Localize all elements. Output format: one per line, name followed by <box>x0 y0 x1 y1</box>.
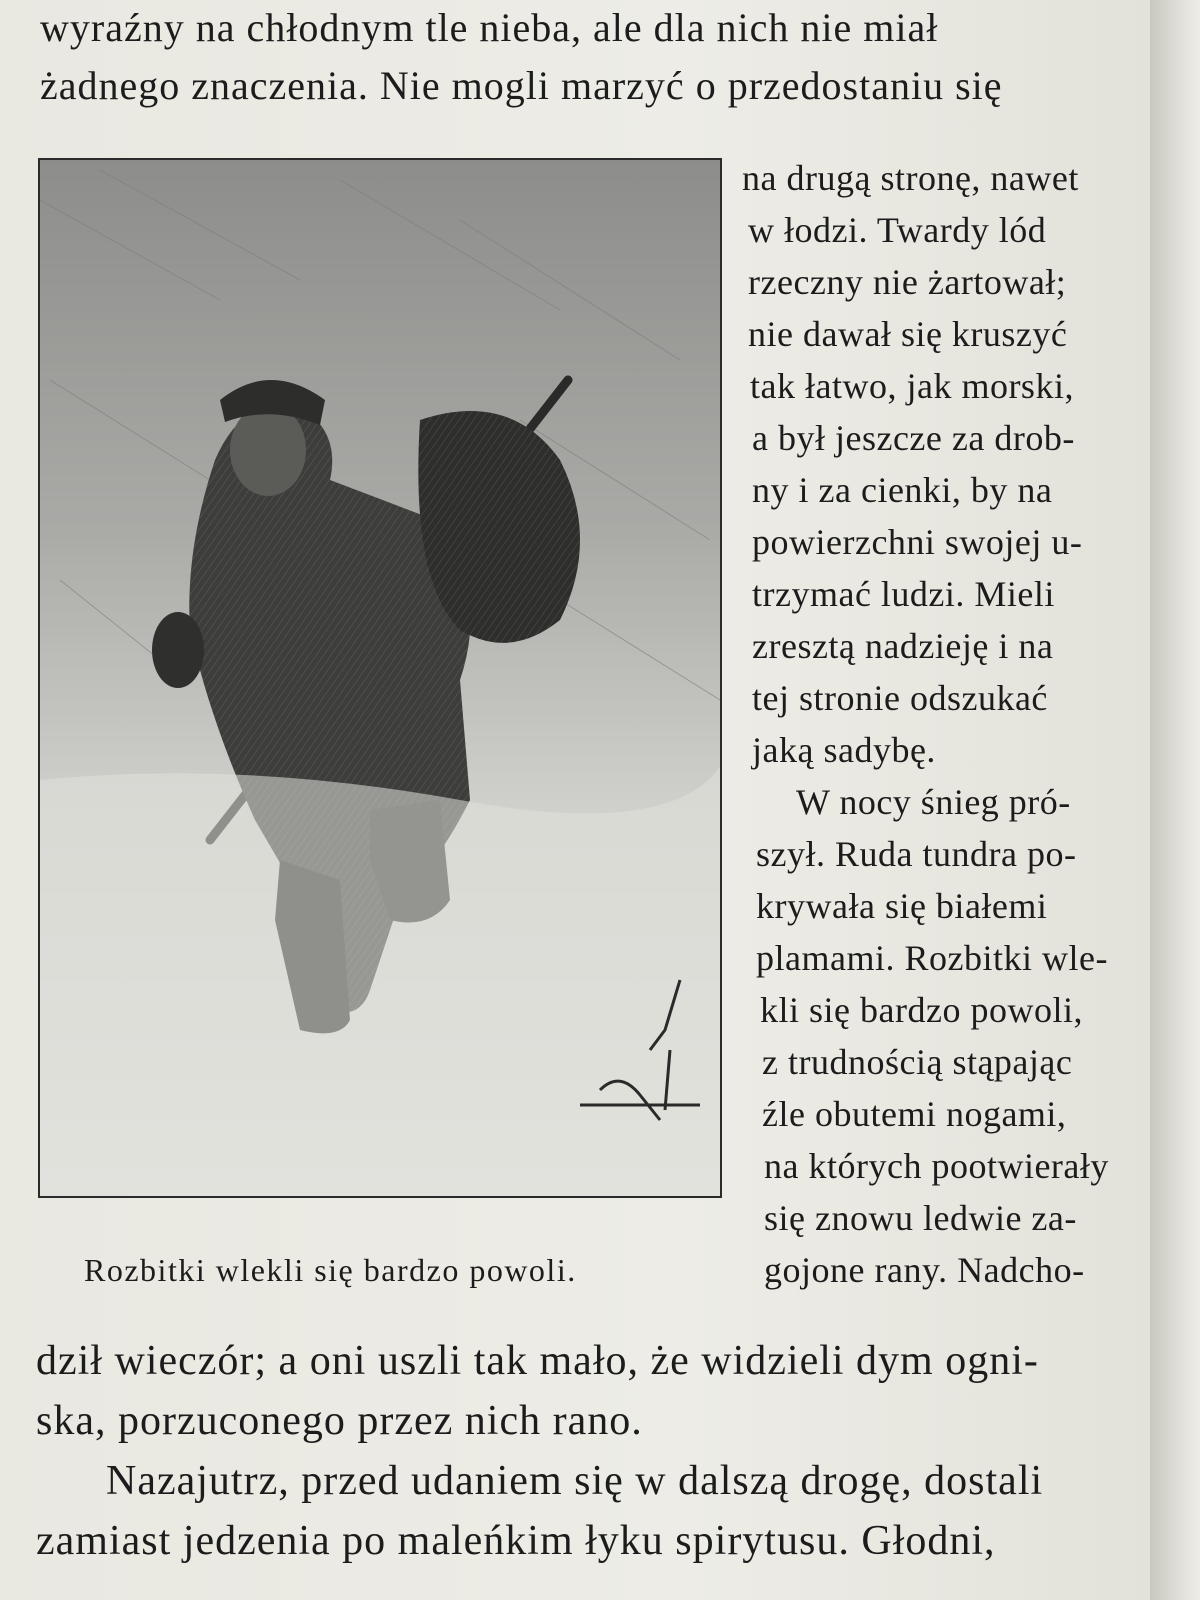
body-text-line: zresztą nadzieję i na <box>752 626 1054 666</box>
body-text-line: tak łatwo, jak morski, <box>750 366 1074 406</box>
body-text-line: nie dawał się kruszyć <box>748 314 1068 354</box>
body-text-line: ny i za cienki, by na <box>752 470 1053 510</box>
body-text-line: żadnego znaczenia. Nie mogli marzyć o przedostaniu się <box>40 63 1003 108</box>
body-text-line: kli się bardzo powoli, <box>760 990 1083 1030</box>
body-text-line: rzeczny nie żartował; <box>748 262 1067 302</box>
body-text-line: Nazajutrz, przed udaniem się w dalszą drogę, dostali <box>106 1458 1044 1504</box>
body-text-line: szył. Ruda tundra po- <box>756 834 1077 874</box>
body-text-line: z trudnością stąpając <box>762 1042 1073 1082</box>
body-text-line: tej stronie odszukać <box>752 678 1048 718</box>
body-text-line: zamiast jedzenia po maleńkim łyku spirytusu. Głodni, <box>36 1518 996 1564</box>
body-text-line: się znowu ledwie za- <box>764 1198 1077 1238</box>
body-text-line: na których pootwierały <box>764 1146 1109 1186</box>
body-text-line: jaką sadybę. <box>752 730 936 770</box>
body-text-line: wyraźny na chłodnym tle nieba, ale dla nich nie miał <box>40 5 939 50</box>
body-text-line: źle obutemi nogami, <box>762 1094 1067 1134</box>
body-text-line: dził wieczór; a oni uszli tak mało, że widzieli dym ogni- <box>36 1338 1039 1384</box>
illustration-caption: Rozbitki wlekli się bardzo powoli. <box>84 1252 577 1288</box>
body-text-line: a był jeszcze za drob- <box>752 418 1075 458</box>
body-text-line: gojone rany. Nadcho- <box>764 1250 1085 1290</box>
body-text-line: ska, porzuconego przez nich rano. <box>36 1398 643 1444</box>
body-text-line: powierzchni swojej u- <box>752 522 1083 562</box>
body-text-line: na drugą stronę, nawet <box>742 158 1079 198</box>
body-text-line: trzymać ludzi. Mieli <box>752 574 1055 614</box>
body-text-line: W nocy śnieg pró- <box>796 782 1071 822</box>
body-text-line: w łodzi. Twardy lód <box>748 210 1047 250</box>
body-text-line: krywała się białemi <box>756 886 1048 926</box>
body-text-line: plamami. Rozbitki wle- <box>756 938 1108 978</box>
illustration <box>38 158 722 1198</box>
page-gutter <box>1150 0 1200 1600</box>
